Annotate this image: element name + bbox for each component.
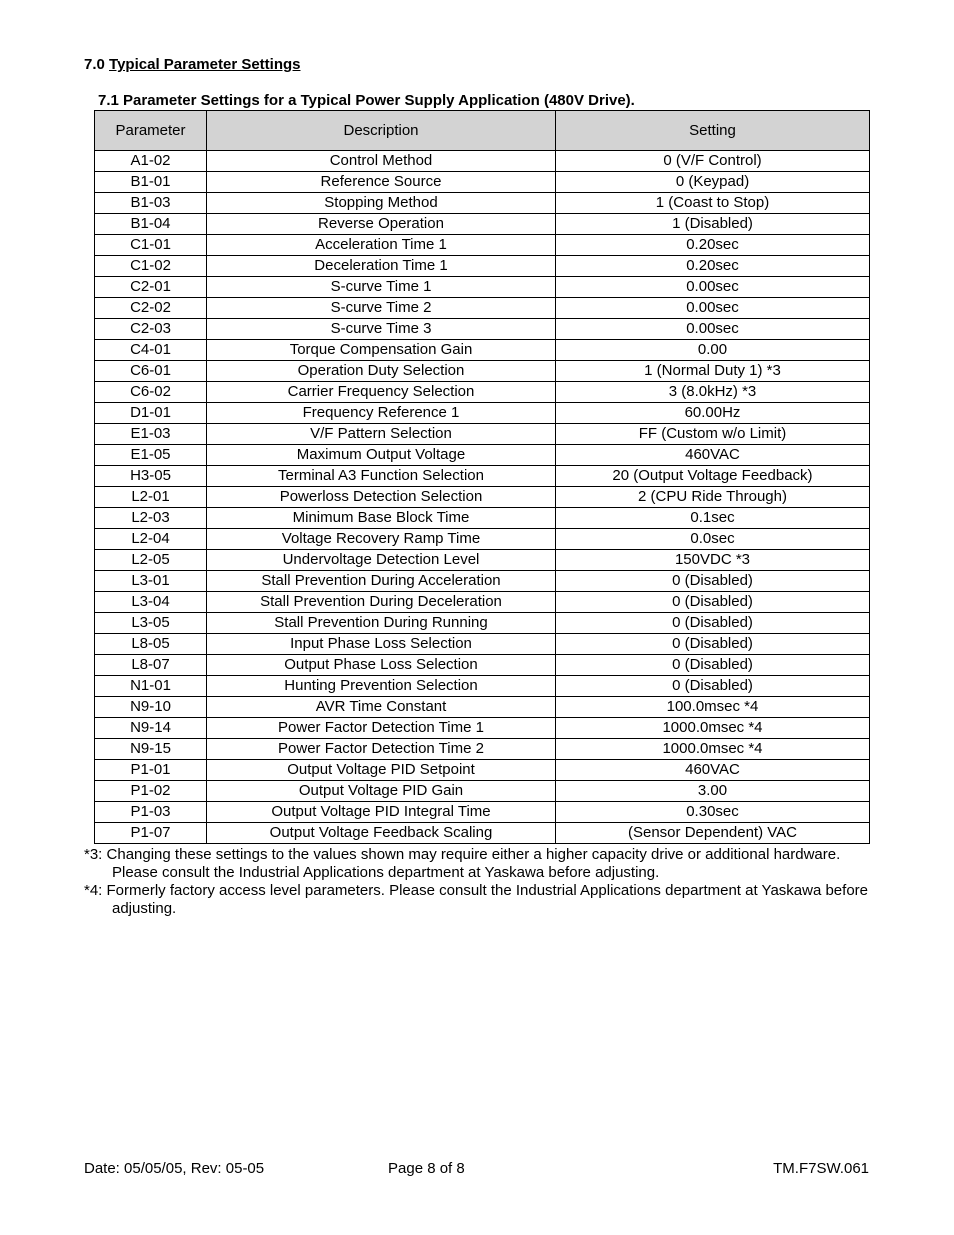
cell-parameter: C6-01: [95, 361, 207, 382]
cell-setting: 60.00Hz: [556, 403, 870, 424]
cell-setting: 1 (Coast to Stop): [556, 193, 870, 214]
cell-setting: 150VDC *3: [556, 550, 870, 571]
cell-description: AVR Time Constant: [207, 697, 556, 718]
cell-setting: 20 (Output Voltage Feedback): [556, 466, 870, 487]
cell-setting: 0.20sec: [556, 235, 870, 256]
cell-parameter: D1-01: [95, 403, 207, 424]
cell-parameter: C6-02: [95, 382, 207, 403]
cell-description: S-curve Time 3: [207, 319, 556, 340]
table-row: [95, 592, 870, 613]
cell-description: Control Method: [207, 151, 556, 172]
cell-parameter: B1-04: [95, 214, 207, 235]
cell-description: Stall Prevention During Deceleration: [207, 592, 556, 613]
table-row: [95, 214, 870, 235]
cell-description: Operation Duty Selection: [207, 361, 556, 382]
cell-setting: 0 (Disabled): [556, 592, 870, 613]
cell-parameter: B1-03: [95, 193, 207, 214]
cell-description: Stopping Method: [207, 193, 556, 214]
column-header-description: Description: [207, 111, 556, 151]
table-row: [95, 403, 870, 424]
cell-setting: 0 (Disabled): [556, 655, 870, 676]
cell-description: Maximum Output Voltage: [207, 445, 556, 466]
cell-setting: 0.00: [556, 340, 870, 361]
cell-parameter: L2-01: [95, 487, 207, 508]
parameter-table: [94, 110, 870, 844]
cell-parameter: L3-04: [95, 592, 207, 613]
cell-setting: 1 (Disabled): [556, 214, 870, 235]
table-row: [95, 823, 870, 844]
cell-description: Output Voltage PID Integral Time: [207, 802, 556, 823]
table-row: [95, 466, 870, 487]
table-header-row: [95, 111, 870, 151]
cell-parameter: P1-03: [95, 802, 207, 823]
cell-setting: 0.30sec: [556, 802, 870, 823]
table-row: [95, 718, 870, 739]
footer-page-number: Page 8 of 8: [388, 1160, 465, 1177]
table-row: [95, 802, 870, 823]
cell-parameter: P1-01: [95, 760, 207, 781]
table-row: [95, 193, 870, 214]
cell-parameter: L8-07: [95, 655, 207, 676]
cell-description: Frequency Reference 1: [207, 403, 556, 424]
table-row: [95, 739, 870, 760]
cell-setting: 0.00sec: [556, 277, 870, 298]
cell-description: Powerloss Detection Selection: [207, 487, 556, 508]
table-row: [95, 235, 870, 256]
table-row: [95, 697, 870, 718]
cell-setting: 0.20sec: [556, 256, 870, 277]
cell-description: Reverse Operation: [207, 214, 556, 235]
section-title: Typical Parameter Settings: [109, 56, 301, 73]
cell-description: Torque Compensation Gain: [207, 340, 556, 361]
cell-parameter: C1-01: [95, 235, 207, 256]
cell-description: Stall Prevention During Running: [207, 613, 556, 634]
footer-date-revision: Date: 05/05/05, Rev: 05-05: [84, 1160, 265, 1177]
cell-parameter: L3-05: [95, 613, 207, 634]
cell-parameter: B1-01: [95, 172, 207, 193]
cell-setting: 0 (Disabled): [556, 613, 870, 634]
table-row: [95, 382, 870, 403]
cell-description: Output Voltage PID Gain: [207, 781, 556, 802]
cell-description: Input Phase Loss Selection: [207, 634, 556, 655]
cell-setting: 0.0sec: [556, 529, 870, 550]
cell-description: Terminal A3 Function Selection: [207, 466, 556, 487]
cell-description: Undervoltage Detection Level: [207, 550, 556, 571]
cell-setting: 0 (Disabled): [556, 571, 870, 592]
cell-parameter: L2-05: [95, 550, 207, 571]
cell-parameter: N9-15: [95, 739, 207, 760]
cell-description: Output Voltage PID Setpoint: [207, 760, 556, 781]
cell-setting: 0.00sec: [556, 298, 870, 319]
table-row: [95, 277, 870, 298]
cell-setting: 0.00sec: [556, 319, 870, 340]
table-row: [95, 298, 870, 319]
cell-description: Minimum Base Block Time: [207, 508, 556, 529]
column-header-parameter: Parameter: [95, 111, 207, 151]
cell-setting: 460VAC: [556, 445, 870, 466]
cell-setting: 3 (8.0kHz) *3: [556, 382, 870, 403]
footnotes: [84, 846, 874, 918]
cell-description: Power Factor Detection Time 2: [207, 739, 556, 760]
cell-description: S-curve Time 1: [207, 277, 556, 298]
cell-parameter: E1-05: [95, 445, 207, 466]
cell-parameter: C4-01: [95, 340, 207, 361]
cell-parameter: L2-04: [95, 529, 207, 550]
cell-parameter: N1-01: [95, 676, 207, 697]
table-row: [95, 676, 870, 697]
table-row: [95, 361, 870, 382]
cell-description: Reference Source: [207, 172, 556, 193]
cell-parameter: C2-03: [95, 319, 207, 340]
table-row: [95, 424, 870, 445]
cell-description: V/F Pattern Selection: [207, 424, 556, 445]
cell-description: Carrier Frequency Selection: [207, 382, 556, 403]
footnote-3: *3: Changing these settings to the values shown may require either a higher capacity drive or additional hardware. Please consult the Industrial Applications department at Yaskawa before adjusting.: [84, 846, 841, 881]
cell-description: Hunting Prevention Selection: [207, 676, 556, 697]
cell-parameter: A1-02: [95, 151, 207, 172]
section-number: 7.0: [84, 56, 105, 73]
table-row: [95, 529, 870, 550]
table-row: [95, 319, 870, 340]
cell-setting: 0 (V/F Control): [556, 151, 870, 172]
cell-parameter: N9-14: [95, 718, 207, 739]
table-row: [95, 655, 870, 676]
cell-parameter: P1-07: [95, 823, 207, 844]
cell-setting: (Sensor Dependent) VAC: [556, 823, 870, 844]
table-row: [95, 613, 870, 634]
cell-parameter: C2-01: [95, 277, 207, 298]
cell-setting: 1000.0msec *4: [556, 739, 870, 760]
table-row: [95, 550, 870, 571]
footnote-4: *4: Formerly factory access level parameters. Please consult the Industrial Applications department at Yaskawa before adjusting.: [84, 882, 868, 917]
cell-parameter: E1-03: [95, 424, 207, 445]
cell-parameter: H3-05: [95, 466, 207, 487]
cell-setting: 3.00: [556, 781, 870, 802]
cell-parameter: L2-03: [95, 508, 207, 529]
cell-setting: 0 (Disabled): [556, 676, 870, 697]
cell-setting: 0 (Keypad): [556, 172, 870, 193]
table-body: [95, 151, 870, 844]
table-row: [95, 760, 870, 781]
cell-description: Output Voltage Feedback Scaling: [207, 823, 556, 844]
table-row: [95, 508, 870, 529]
cell-description: Acceleration Time 1: [207, 235, 556, 256]
table-row: [95, 781, 870, 802]
cell-parameter: P1-02: [95, 781, 207, 802]
cell-setting: 0 (Disabled): [556, 634, 870, 655]
table-row: [95, 571, 870, 592]
table-row: [95, 256, 870, 277]
cell-description: Stall Prevention During Acceleration: [207, 571, 556, 592]
cell-parameter: C2-02: [95, 298, 207, 319]
cell-setting: FF (Custom w/o Limit): [556, 424, 870, 445]
cell-description: Voltage Recovery Ramp Time: [207, 529, 556, 550]
cell-setting: 100.0msec *4: [556, 697, 870, 718]
cell-parameter: L8-05: [95, 634, 207, 655]
table-row: [95, 487, 870, 508]
table-row: [95, 172, 870, 193]
column-header-setting: Setting: [556, 111, 870, 151]
cell-parameter: C1-02: [95, 256, 207, 277]
cell-description: S-curve Time 2: [207, 298, 556, 319]
table-row: [95, 340, 870, 361]
cell-description: Deceleration Time 1: [207, 256, 556, 277]
cell-parameter: N9-10: [95, 697, 207, 718]
table-row: [95, 151, 870, 172]
table-caption: 7.1 Parameter Settings for a Typical Power Supply Application (480V Drive).: [98, 92, 635, 109]
cell-description: Output Phase Loss Selection: [207, 655, 556, 676]
section-heading: [84, 56, 301, 73]
table-row: [95, 445, 870, 466]
footer-document-id: TM.F7SW.061: [773, 1160, 869, 1177]
cell-setting: 1 (Normal Duty 1) *3: [556, 361, 870, 382]
cell-setting: 0.1sec: [556, 508, 870, 529]
cell-setting: 460VAC: [556, 760, 870, 781]
cell-parameter: L3-01: [95, 571, 207, 592]
cell-setting: 2 (CPU Ride Through): [556, 487, 870, 508]
table-row: [95, 634, 870, 655]
cell-description: Power Factor Detection Time 1: [207, 718, 556, 739]
cell-setting: 1000.0msec *4: [556, 718, 870, 739]
